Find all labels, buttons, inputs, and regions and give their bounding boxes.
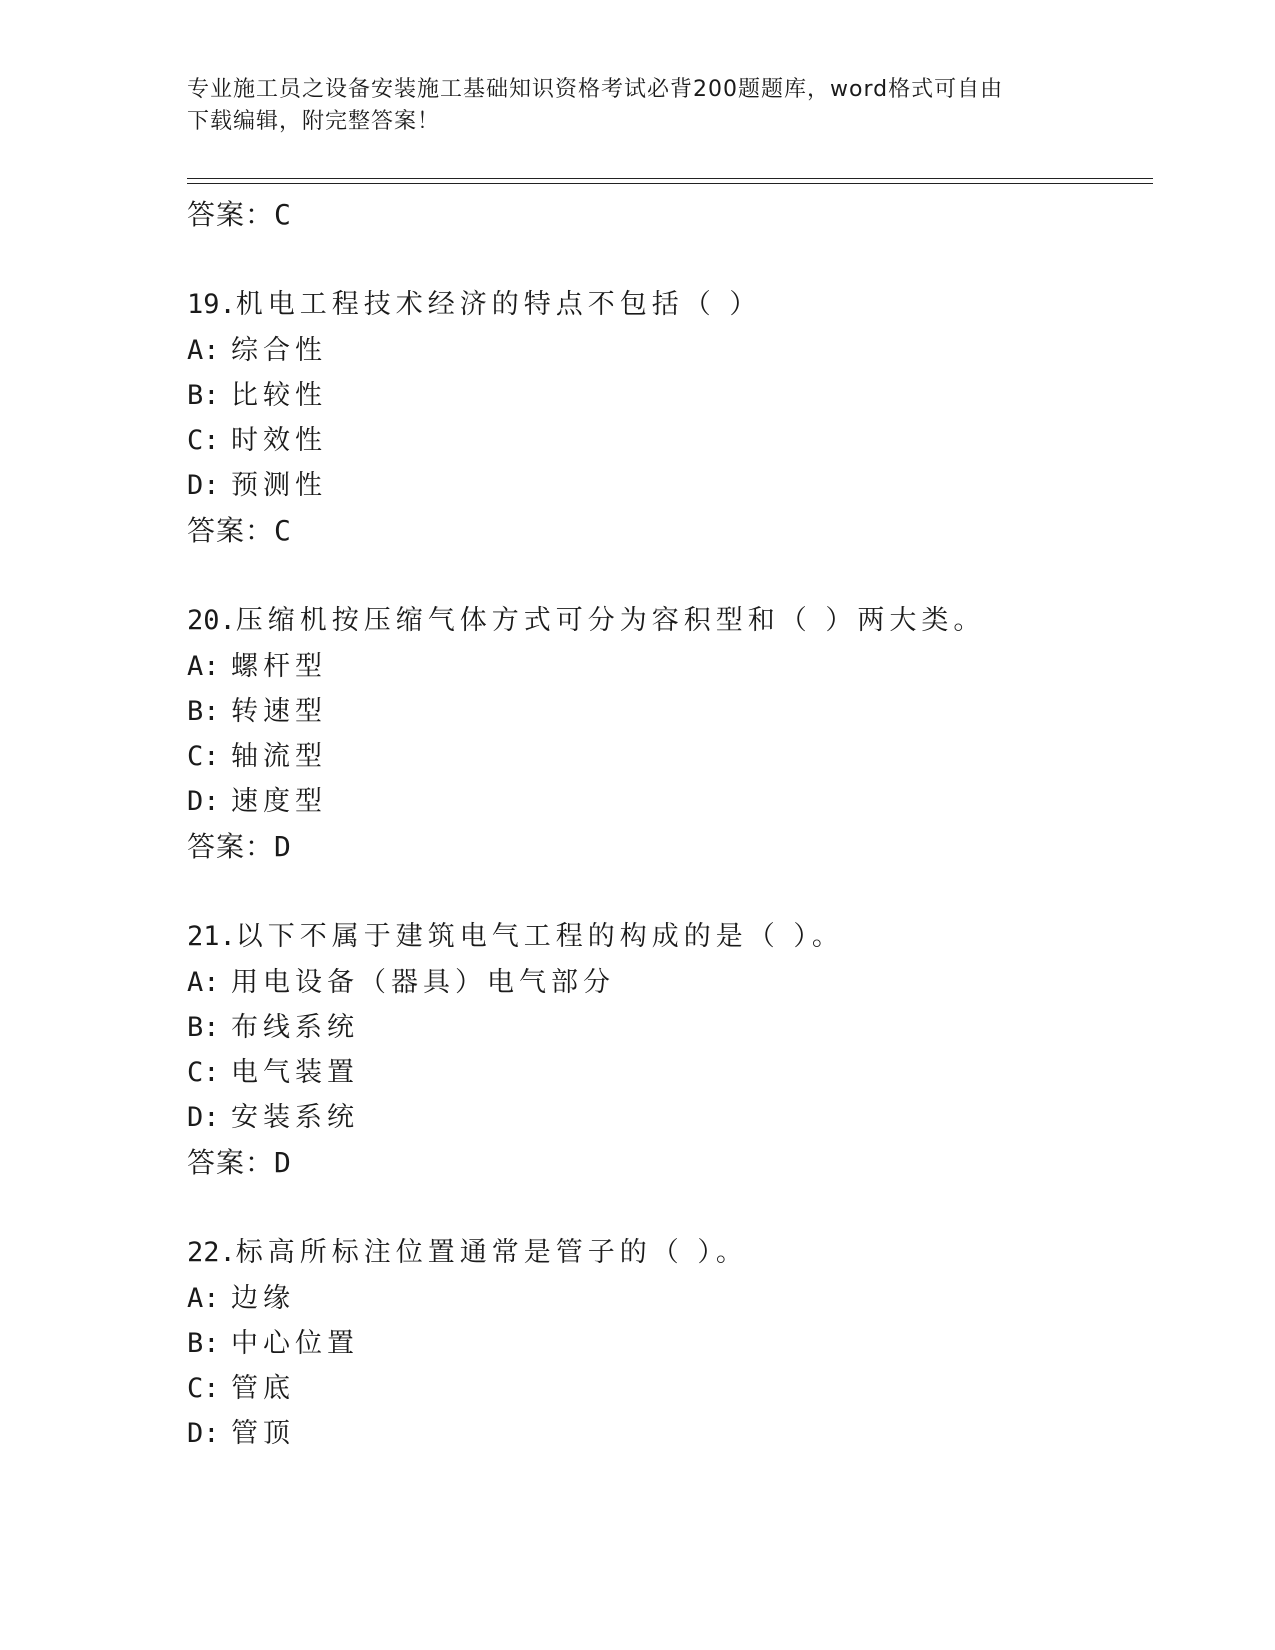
option-text: 管顶 (231, 1418, 295, 1449)
question-text (187, 1230, 1153, 1276)
question-text (187, 598, 1153, 644)
option-key: B: (187, 1328, 220, 1359)
option-b (187, 689, 1153, 734)
question-list (187, 192, 1153, 1456)
option-key: D: (187, 1102, 220, 1133)
question-item (187, 1230, 1153, 1456)
option-text: 时效性 (231, 425, 327, 456)
answer-line (187, 508, 1153, 554)
option-key: A: (187, 1283, 220, 1314)
option-text: 边缘 (231, 1283, 295, 1314)
answer-label: 答案： (187, 1146, 275, 1179)
option-key: B: (187, 696, 220, 727)
question-number: 21. (187, 921, 236, 952)
option-b (187, 1005, 1153, 1050)
question-text (187, 282, 1153, 328)
option-text: 速度型 (231, 786, 327, 817)
answer-value: C (274, 198, 292, 231)
question-item (187, 282, 1153, 554)
option-text: 管底 (231, 1373, 295, 1404)
option-text: 综合性 (231, 335, 327, 366)
option-key: A: (187, 335, 220, 366)
header-title-line-2: 下载编辑，附完整答案！ (187, 109, 441, 134)
option-b (187, 1321, 1153, 1366)
option-d (187, 779, 1153, 824)
question-number: 20. (187, 605, 236, 636)
option-text: 轴流型 (231, 741, 327, 772)
option-key: B: (187, 1012, 220, 1043)
answer-line (187, 1140, 1153, 1186)
option-a (187, 328, 1153, 373)
option-text: 中心位置 (231, 1328, 359, 1359)
option-b (187, 373, 1153, 418)
option-d (187, 1411, 1153, 1456)
answer-label: 答案： (187, 514, 275, 547)
option-c (187, 1366, 1153, 1411)
option-text: 用电设备（器具）电气部分 (231, 967, 615, 998)
question-number: 19. (187, 289, 236, 320)
option-text: 布线系统 (231, 1012, 359, 1043)
option-a (187, 960, 1153, 1005)
answer-value: C (274, 514, 292, 547)
question-item (187, 914, 1153, 1186)
question-stem: 机电工程技术经济的特点不包括（ ） (235, 289, 762, 320)
option-text: 电气装置 (231, 1057, 359, 1088)
option-key: B: (187, 380, 220, 411)
option-key: D: (187, 470, 220, 501)
option-text: 预测性 (231, 470, 327, 501)
option-key: A: (187, 967, 220, 998)
option-key: C: (187, 1373, 220, 1404)
option-text: 螺杆型 (231, 651, 327, 682)
option-text: 转速型 (231, 696, 327, 727)
answer-label: 答案： (187, 198, 275, 231)
option-text: 安装系统 (231, 1102, 359, 1133)
question-stem: 以下不属于建筑电气工程的构成的是（ ）。 (235, 921, 844, 952)
option-text: 比较性 (231, 380, 327, 411)
answer-label: 答案： (187, 830, 275, 863)
option-d (187, 1095, 1153, 1140)
answer-line (187, 192, 1153, 238)
option-key: D: (187, 1418, 220, 1449)
option-key: C: (187, 741, 220, 772)
option-a (187, 1276, 1153, 1321)
question-stem: 压缩机按压缩气体方式可分为容积型和（ ）两大类。 (235, 605, 986, 636)
question-text (187, 914, 1153, 960)
question-item (187, 598, 1153, 870)
option-c (187, 1050, 1153, 1095)
question-number: 22. (187, 1237, 236, 1268)
option-a (187, 644, 1153, 689)
option-key: C: (187, 425, 220, 456)
answer-value: D (274, 830, 292, 863)
option-key: D: (187, 786, 220, 817)
answer-line (187, 824, 1153, 870)
question-stem: 标高所标注位置通常是管子的（ ）。 (235, 1237, 748, 1268)
header-double-rule (187, 178, 1153, 184)
option-key: C: (187, 1057, 220, 1088)
option-c (187, 418, 1153, 463)
header-title-line-1: 专业施工员之设备安装施工基础知识资格考试必背200题题库，word格式可自由 (187, 77, 1004, 102)
option-c (187, 734, 1153, 779)
answer-value: D (274, 1146, 292, 1179)
document-header (187, 74, 1087, 138)
option-key: A: (187, 651, 220, 682)
option-d (187, 463, 1153, 508)
